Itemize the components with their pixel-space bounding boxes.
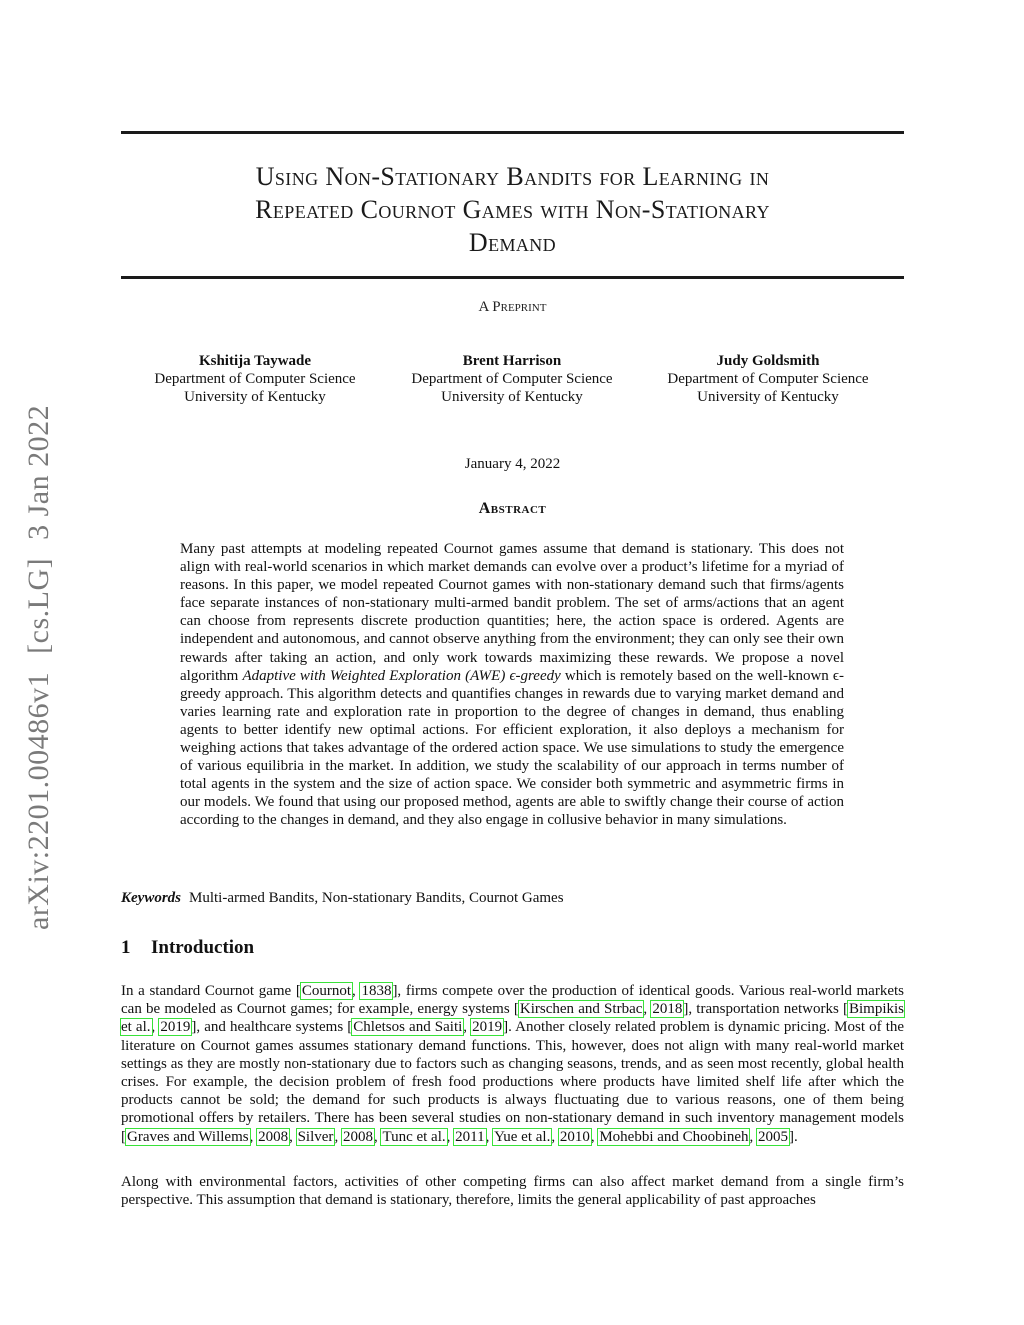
preprint-label: A Preprint: [478, 299, 547, 315]
cite-sep: ,: [352, 983, 361, 999]
para-text: ], transportation networks [: [683, 1001, 848, 1018]
cite-sep: ,: [749, 1128, 757, 1145]
abstract-body: [180, 540, 844, 830]
author-name: Brent Harrison: [462, 353, 562, 369]
citation-year-link[interactable]: [360, 983, 392, 999]
intro-paragraph-1: [121, 982, 904, 1146]
author-univ: University of Kentucky: [441, 389, 583, 405]
citation-year-link[interactable]: [559, 1129, 591, 1145]
author-univ: University of Kentucky: [697, 389, 839, 405]
title-line-2: Repeated Cournot Games with Non-Stationary: [255, 195, 770, 224]
para-text: ], and healthcare systems [: [191, 1019, 353, 1036]
paper-title: [121, 160, 904, 259]
abstract-text-1: Many past attempts at modeling repeated Cournot games assume that demand is stationary. This does not align with real-world scenarios in which market demands can evolve over a product’s lifetime for a myriad of reasons. In this paper, we model repeated Cournot games with non-stationary demand such that firms/agents face separate instances of non-stationary multi-armed bandit problem. The set of arms/actions that an agent can choose from represents discrete production quantities; here, the action space is ordered. Agents are independent and autonomous, and cannot observe anything from the environment; they can only see their own rewards after taking an action, and only work towards maximizing these rewards. We propose a novel algorithm: [180, 541, 844, 684]
keywords-text: Multi-armed Bandits, Non-stationary Bandits, Cournot Games: [189, 890, 564, 906]
cite-year: 2011: [455, 1128, 485, 1145]
cite-year: 2005: [757, 1128, 788, 1145]
cite-sep: ,: [463, 1019, 472, 1036]
cite-year: 2008: [342, 1128, 373, 1145]
cite-year: 1838: [361, 983, 392, 999]
cite-author: Tunc et al.: [382, 1128, 446, 1145]
citation-link[interactable]: [352, 1019, 463, 1035]
cite-year: 2010: [559, 1128, 590, 1145]
citation-link[interactable]: [519, 1001, 644, 1017]
citation-year-link[interactable]: [454, 1129, 485, 1145]
author-dept: Department of Computer Science: [667, 371, 869, 387]
section-title: Introduction: [151, 937, 255, 958]
cite-author: Kirschen and Strbac: [519, 1001, 643, 1018]
para-text: ], firms compete over the production of identical goods. Various real-world markets can be modeled as Cournot games; for example, energy systems [: [121, 983, 904, 1018]
title-bottom-rule: [121, 276, 904, 279]
keywords-line: [121, 890, 904, 907]
citation-year-link[interactable]: [159, 1019, 191, 1035]
author-univ: University of Kentucky: [184, 389, 326, 405]
citation-link[interactable]: [126, 1129, 250, 1145]
arxiv-id[interactable]: arXiv:2201.00486v1: [22, 671, 55, 930]
citation-year-link[interactable]: [257, 1129, 289, 1145]
para-text: ]. Another closely related problem is dynamic pricing. Most of the literature on Cournot games assumes stationary demand functions. This, however, does not align with many real-world market settings as they are mostly non-stationary due to factors such as changing seasons, trends, and as seen most recently, global health crises. For example, the decision problem of fresh food productions where products have limited shelf life after which the products cannot be sold; the demand for such products is always fluctuating due to various reasons, one of them being promotional offers by retailers. There has been several studies on non-stationary demand in such inventory management models [: [121, 1019, 905, 1145]
citation-year-link[interactable]: [342, 1129, 374, 1145]
section-number: 1: [121, 937, 131, 958]
cite-author: Bimpikis et al.: [121, 1001, 904, 1036]
cite-author: Silver: [297, 1128, 334, 1145]
title-line-1: Using Non-Stationary Bandits for Learning in: [255, 162, 770, 191]
cite-sep: ,: [334, 1128, 342, 1145]
citation-link[interactable]: [297, 1129, 335, 1145]
title-top-rule: [121, 131, 904, 134]
arxiv-date: 3 Jan 2022: [22, 404, 55, 540]
section-heading: [121, 937, 254, 959]
cite-sep: ,: [643, 1001, 652, 1018]
author-dept: Department of Computer Science: [154, 371, 356, 387]
citation-year-link[interactable]: [471, 1019, 503, 1035]
author-2: [382, 352, 642, 406]
arxiv-category: [cs.LG]: [22, 557, 55, 654]
citation-link[interactable]: [598, 1129, 749, 1145]
cite-year: 2019: [160, 1019, 191, 1036]
cite-author: Mohebbi and Choobineh: [599, 1128, 749, 1145]
author-name: Judy Goldsmith: [716, 353, 820, 369]
para-text: In a standard Cournot game [: [121, 983, 301, 999]
cite-sep: ,: [151, 1019, 160, 1036]
cite-sep: ,: [446, 1128, 455, 1145]
author-1: [125, 352, 385, 406]
para-text: ,: [590, 1128, 599, 1145]
citation-year-link[interactable]: [651, 1001, 683, 1017]
para-text: ].: [788, 1128, 798, 1145]
para-text: ,: [485, 1128, 494, 1145]
author-3: [638, 352, 898, 406]
intro-paragraph-2: Along with environmental factors, activities of other competing firms can also affect market demand from a single firm’s perspective. This assumption that demand is stationary, therefore, limits the general applicability of past approaches: [121, 1174, 904, 1209]
para-text: ,: [289, 1128, 297, 1145]
keywords-label: Keywords: [121, 890, 181, 906]
citation-link[interactable]: [381, 1129, 446, 1145]
abstract-text-2: which is remotely based on the well-known ϵ-greedy approach. This algorithm detects and quantifies changes in rewards due to varying market demand and varies learning rate and exploration rate in proportion to the degree of changes in demand, thus enabling agents to better identify new optimal actions. For efficient exploration, it also deploys a mechanism for weighing actions that takes advantage of the ordered action space. We use simulations to study the emergence of various equilibria in the market. In addition, we study the scalability of our approach in terms number of total agents in the system and the size of action space. We consider both symmetric and asymmetric firms in our models. We found that using our proposed method, agents are able to swiftly change their course of action according to the changes in demand, and they also engage in collusive behavior in many simulations.: [180, 667, 844, 829]
cite-author: Chletsos and Saiti: [353, 1019, 463, 1036]
cite-year: 2008: [258, 1128, 289, 1145]
cite-sep: ,: [551, 1128, 559, 1145]
citation-year-link[interactable]: [757, 1129, 789, 1145]
cite-author: Graves and Willems: [127, 1128, 249, 1145]
para-text: ,: [373, 1128, 382, 1145]
author-name: Kshitija Taywade: [198, 353, 312, 369]
abstract-heading: Abstract: [478, 500, 547, 517]
paper-date: January 4, 2022: [464, 456, 561, 472]
cite-year: 2018: [652, 1001, 683, 1018]
cite-author: Yue et al.: [494, 1128, 551, 1145]
algorithm-name: Adaptive with Weighted Exploration (AWE) ϵ-greedy: [242, 667, 561, 684]
arxiv-side-stamp: [22, 387, 56, 930]
citation-link[interactable]: [493, 1129, 551, 1145]
author-dept: Department of Computer Science: [411, 371, 613, 387]
title-line-3: Demand: [468, 228, 557, 257]
cite-year: 2019: [472, 1019, 503, 1036]
cite-author: Cournot: [301, 983, 352, 999]
citation-link[interactable]: [301, 983, 352, 999]
cite-sep: ,: [249, 1128, 258, 1145]
